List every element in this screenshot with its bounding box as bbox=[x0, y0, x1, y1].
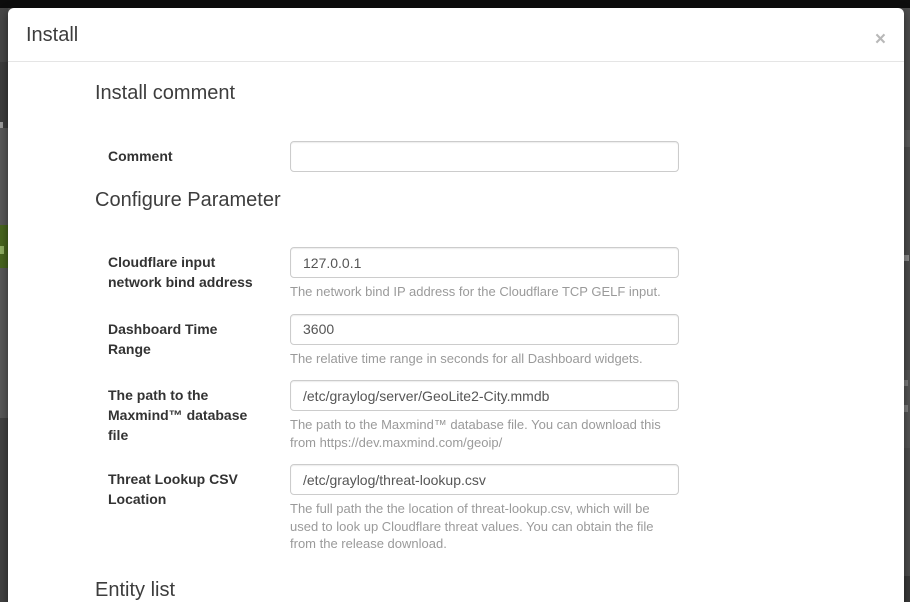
comment-field-row bbox=[95, 141, 880, 172]
close-icon[interactable]: × bbox=[871, 30, 890, 49]
configure-parameter-heading: Configure Parameter bbox=[95, 189, 281, 211]
modal-title: Install bbox=[26, 24, 79, 46]
background-block bbox=[0, 8, 8, 62]
time-range-input[interactable] bbox=[290, 314, 679, 345]
background-block bbox=[904, 448, 910, 576]
background-install-button-edge bbox=[0, 225, 8, 268]
maxmind-path-input[interactable] bbox=[290, 380, 679, 411]
bind-address-help: The network bind IP address for the Cloudflare TCP GELF input. bbox=[290, 284, 661, 299]
background-text-fragment bbox=[904, 380, 908, 386]
modal-body bbox=[8, 62, 904, 602]
background-block bbox=[904, 576, 910, 602]
background-page-right bbox=[904, 8, 910, 602]
install-comment-heading: Install comment bbox=[95, 82, 236, 104]
input-column bbox=[290, 464, 679, 553]
bind-address-field-row bbox=[95, 247, 880, 301]
time-range-field-row bbox=[95, 314, 880, 368]
maxmind-path-label: The path to the Maxmind™ database file bbox=[108, 387, 248, 443]
label-column bbox=[95, 464, 290, 553]
input-column bbox=[290, 314, 679, 368]
bind-address-label: Cloudflare input network bind address bbox=[108, 254, 253, 290]
threat-csv-field-row bbox=[95, 464, 880, 553]
bind-address-input[interactable] bbox=[290, 247, 679, 278]
background-navbar bbox=[0, 0, 910, 8]
comment-input[interactable] bbox=[290, 141, 679, 172]
time-range-help: The relative time range in seconds for all Dashboard widgets. bbox=[290, 350, 643, 366]
background-block bbox=[0, 418, 8, 602]
background-block bbox=[0, 128, 8, 225]
background-block bbox=[904, 8, 910, 130]
threat-csv-help: The full path the the location of threat-lookup.csv, which will be used to look up Cloudflare threat values. You can obtain the file from the release download. bbox=[290, 501, 654, 551]
background-block bbox=[0, 62, 8, 128]
background-block bbox=[904, 130, 910, 147]
entity-list-heading: Entity list bbox=[95, 578, 176, 601]
input-column bbox=[290, 380, 679, 451]
modal-header bbox=[8, 8, 904, 62]
background-page-left bbox=[0, 8, 8, 602]
background-text-fragment bbox=[0, 246, 4, 254]
background-text-fragment bbox=[904, 405, 908, 412]
input-column bbox=[290, 141, 679, 172]
label-column bbox=[95, 380, 290, 451]
maxmind-path-field-row bbox=[95, 380, 880, 451]
comment-label: Comment bbox=[108, 148, 173, 164]
background-text-fragment bbox=[904, 255, 909, 261]
maxmind-path-help: The path to the Maxmind™ database file. You can download this from https://dev.maxmind.com/geoip/ bbox=[290, 417, 661, 450]
input-column bbox=[290, 247, 679, 301]
time-range-label: Dashboard Time Range bbox=[108, 320, 218, 357]
threat-csv-label: Threat Lookup CSV Location bbox=[108, 471, 238, 507]
threat-csv-input[interactable] bbox=[290, 464, 679, 495]
background-block bbox=[0, 268, 8, 418]
install-modal bbox=[8, 8, 904, 602]
label-column bbox=[95, 314, 290, 368]
label-column bbox=[95, 247, 290, 301]
label-column bbox=[95, 141, 290, 172]
